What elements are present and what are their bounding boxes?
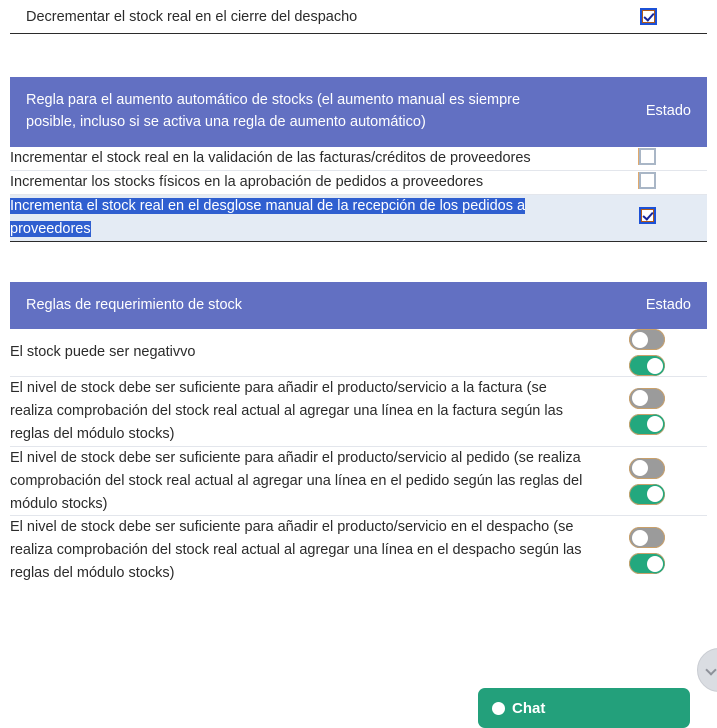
decrease-stock-on-shipment-close-row[interactable] (10, 0, 707, 34)
checkbox-checked-icon[interactable] (639, 207, 656, 224)
rule-checkbox-cell[interactable] (587, 170, 707, 194)
stock-requirement-rules-card (10, 282, 707, 586)
stock-requirement-rules-table (10, 282, 707, 586)
stock-requirement-state-column-header: Estado (645, 296, 691, 313)
toggle-stack (587, 388, 707, 435)
rule-toggle-cell[interactable] (587, 377, 707, 447)
rule-toggle-cell[interactable] (587, 329, 707, 377)
selected-text-highlight: Incrementa el stock real en el desglose manual de la recepción de los pedidos a proveedores (10, 197, 526, 237)
spacer-after-top-strip (0, 34, 717, 77)
stock-requirement-header-row (10, 282, 707, 329)
scroll-helper-button[interactable] (697, 648, 717, 692)
rule-label: Incrementar el stock real en la validación de las facturas/créditos de proveedores (10, 149, 531, 166)
toggle-stack (587, 458, 707, 505)
auto-increase-rules-table (10, 77, 707, 241)
table-row[interactable] (10, 194, 707, 240)
chat-status-dot-icon (492, 702, 505, 715)
decrease-stock-label: Decrementar el stock real en el cierre del despacho (26, 8, 358, 25)
toggle-switch-on[interactable] (629, 484, 665, 505)
rule-label: El nivel de stock debe ser suficiente para añadir el producto/servicio al pedido (se realiza comprobación del stock real actual al agregar una línea en el pedido según las reglas del módulo stocks) (10, 446, 587, 516)
rule-checkbox-cell[interactable] (587, 194, 707, 240)
table-row[interactable] (10, 329, 707, 377)
toggle-switch-on[interactable] (629, 355, 665, 376)
rule-label: El stock puede ser negativvo (10, 344, 196, 361)
toggle-stack (587, 527, 707, 574)
toggle-switch-off[interactable] (629, 388, 665, 409)
rule-checkbox-cell[interactable] (587, 147, 707, 170)
table-row[interactable] (10, 147, 707, 170)
rule-label: El nivel de stock debe ser suficiente para añadir el producto/servicio a la factura (se realiza comprobación del stock real actual al agregar una línea en la factura según las reglas del módulo stocks) (10, 377, 587, 447)
rule-toggle-cell[interactable] (587, 446, 707, 516)
rule-toggle-cell[interactable] (587, 516, 707, 585)
toggle-switch-off[interactable] (629, 527, 665, 548)
toggle-stack (587, 329, 707, 376)
auto-increase-rules-title: Regla para el aumento automático de stocks (el aumento manual es siempre posible, incluso si se activa una regla de aumento automático) (26, 92, 521, 131)
rule-label: Incrementar los stocks físicos en la aprobación de pedidos a proveedores (10, 170, 587, 194)
decrease-stock-checkbox-cell[interactable] (603, 8, 707, 25)
checkbox-unchecked-icon[interactable] (639, 172, 656, 189)
stock-requirement-title: Reglas de requerimiento de stock (26, 296, 243, 313)
spacer-between-tables (0, 242, 717, 282)
toggle-switch-off[interactable] (629, 458, 665, 479)
auto-increase-rules-state-column-header: Estado (645, 103, 691, 120)
toggle-switch-on[interactable] (629, 553, 665, 574)
checkbox-checked-icon[interactable] (640, 8, 657, 25)
rule-label: El nivel de stock debe ser suficiente para añadir el producto/servicio en el despacho (se realiza comprobación del stock real actual al agregar una línea en el despacho según las reglas del módulo stocks) (10, 516, 587, 585)
toggle-switch-off[interactable] (629, 329, 665, 350)
chat-widget-button[interactable] (478, 688, 690, 728)
table-row[interactable] (10, 446, 707, 516)
auto-increase-rules-header-row (10, 77, 707, 147)
checkbox-unchecked-icon[interactable] (639, 148, 656, 165)
auto-increase-rules-card (10, 77, 707, 242)
table-row[interactable] (10, 516, 707, 585)
chat-widget-label: Chat (512, 699, 546, 717)
table-row[interactable] (10, 377, 707, 447)
table-row[interactable] (10, 170, 707, 194)
toggle-switch-on[interactable] (629, 414, 665, 435)
rule-label (10, 194, 587, 240)
